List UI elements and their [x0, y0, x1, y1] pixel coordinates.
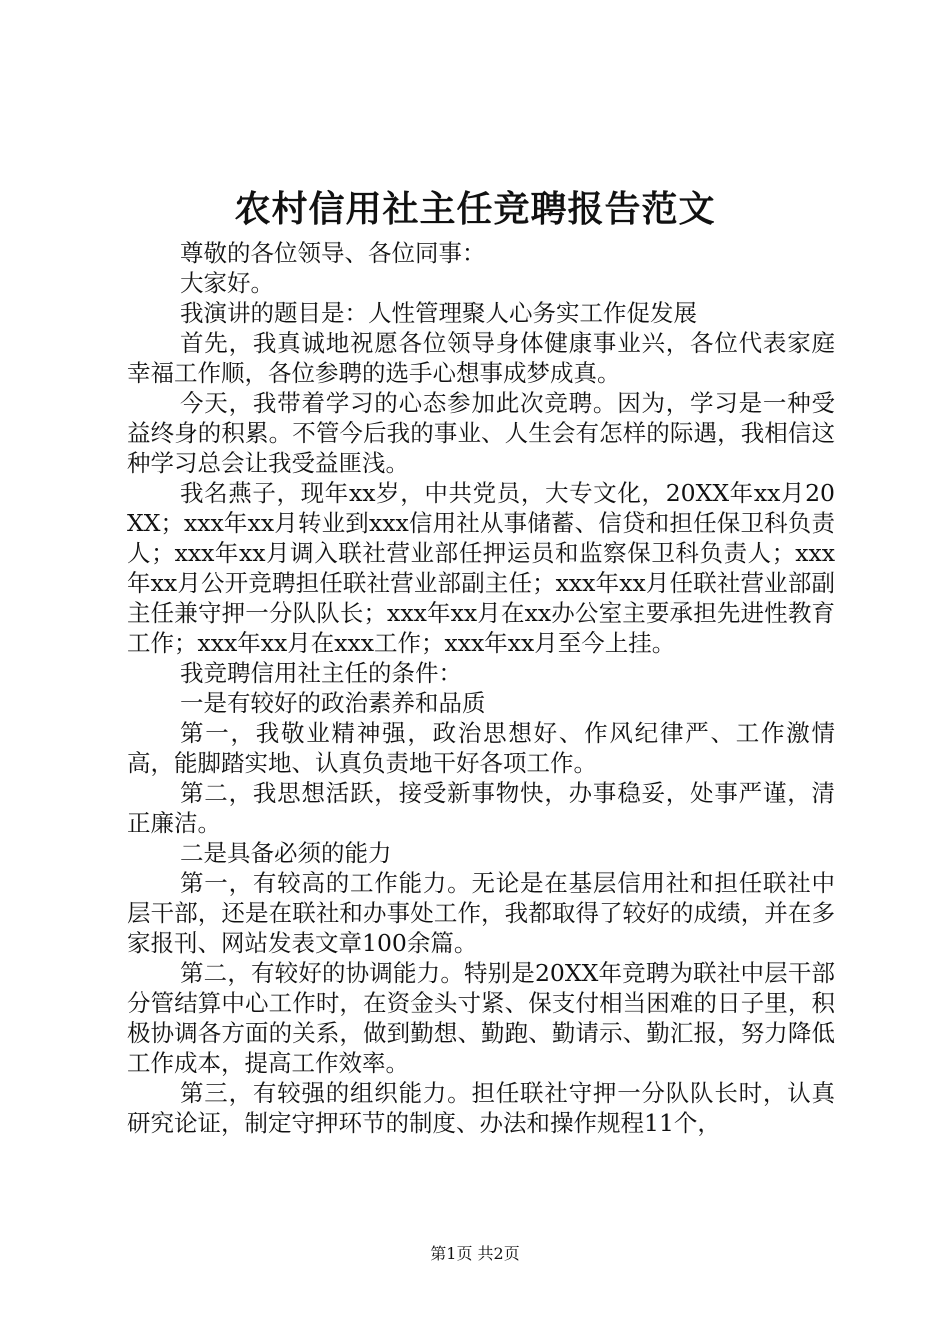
paragraph: 第二，我思想活跃，接受新事物快，办事稳妥，处事严谨，清正廉洁。 — [127, 779, 835, 837]
document-body — [127, 238, 835, 1138]
paragraph: 我名燕子，现年xx岁，中共党员，大专文化，20XX年xx月20XX；xxx年xx月转业到xxx信用社从事储蓄、信贷和担任保卫科负责人；xxx年xx月调入联社营业部任押运员和监察保卫科负责人；xxx年xx月公开竞聘担任联社营业部副主任；xxx年xx月任联社营业部副主任兼守押一分队队长；xxx年xx月在xx办公室主要承担先进性教育工作；xxx年xx月在xxx工作；xxx年xx月至今上挂。 — [127, 479, 835, 657]
paragraph: 今天，我带着学习的心态参加此次竞聘。因为，学习是一种受益终身的积累。不管今后我的事业、人生会有怎样的际遇，我相信这种学习总会让我受益匪浅。 — [127, 389, 835, 477]
paragraph-heading: 一是有较好的政治素养和品质 — [180, 689, 486, 717]
paragraph: 第二，有较好的协调能力。特别是20XX年竞聘为联社中层干部分管结算中心工作时，在资金头寸紧、保支付相当困难的日子里，积极协调各方面的关系，做到勤想、勤跑、勤请示、勤汇报，努力降低工作成本，提高工作效率。 — [127, 959, 835, 1077]
paragraph-salutation: 尊敬的各位领导、各位同事： — [180, 239, 486, 267]
page-number-footer: 第1页 共2页 — [430, 1244, 520, 1263]
paragraph-greeting: 大家好。 — [180, 269, 274, 297]
paragraph: 第三，有较强的组织能力。担任联社守押一分队队长时，认真研究论证，制定守押环节的制度、办法和操作规程11个， — [127, 1079, 835, 1137]
paragraph: 首先，我真诚地祝愿各位领导身体健康事业兴，各位代表家庭幸福工作顺，各位参聘的选手心想事成梦成真。 — [127, 329, 835, 387]
paragraph-heading: 我竞聘信用社主任的条件： — [180, 659, 462, 687]
paragraph-heading: 二是具备必须的能力 — [180, 839, 392, 867]
document-title: 农村信用社主任竞聘报告范文 — [234, 188, 716, 230]
paragraph-topic: 我演讲的题目是：人性管理聚人心务实工作促发展 — [180, 299, 697, 327]
paragraph: 第一，有较高的工作能力。无论是在基层信用社和担任联社中层干部，还是在联社和办事处工作，我都取得了较好的成绩，并在多家报刊、网站发表文章100余篇。 — [127, 869, 835, 957]
paragraph: 第一，我敬业精神强，政治思想好、作风纪律严、工作激情高，能脚踏实地、认真负责地干好各项工作。 — [127, 719, 835, 777]
